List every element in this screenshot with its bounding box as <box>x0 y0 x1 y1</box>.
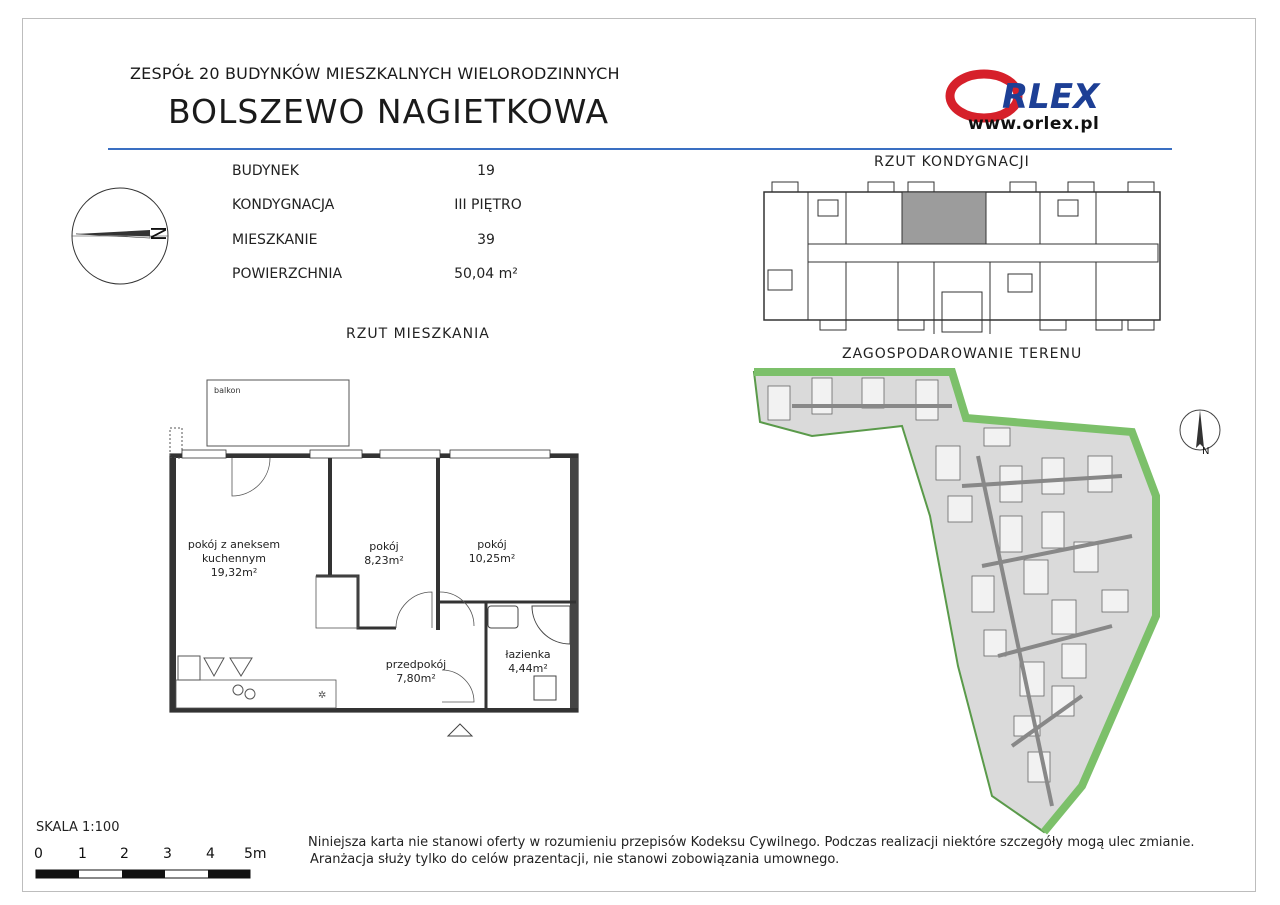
info-value-area: 50,04 m² <box>454 266 518 282</box>
header-divider <box>108 148 1172 150</box>
info-label-area: POWIERZCHNIA <box>232 266 343 282</box>
room-hallway <box>376 658 456 686</box>
scale-tick-1: 1 <box>78 846 87 862</box>
site-compass-north-icon <box>1178 402 1222 456</box>
logo-url: www.orlex.pl <box>968 114 1100 134</box>
info-label-apartment: MIESZKANIE <box>232 232 318 248</box>
info-value-building: 19 <box>477 163 495 179</box>
room-bedroom-1 <box>344 540 424 568</box>
room-living-kitchen <box>184 538 284 580</box>
logo-wordmark: RLEX <box>1002 77 1100 117</box>
info-label-floor: KONDYGNACJA <box>232 197 335 213</box>
room-bathroom-area: 4,44m² <box>508 662 548 675</box>
room-living-kitchen-name: pokój z aneksem <box>187 538 281 551</box>
caption-site-plan: ZAGOSPODAROWANIE TERENU <box>842 346 1083 362</box>
info-label-building: BUDYNEK <box>232 163 299 179</box>
scale-tick-0: 0 <box>34 846 43 862</box>
compass-north-icon <box>66 182 176 292</box>
scale-tick-5: 5m <box>244 846 267 862</box>
project-subtitle: ZESPÓŁ 20 BUDYNKÓW MIESZKALNYCH WIELORODZINNYCH <box>130 64 620 83</box>
site-plan-map <box>752 366 1172 836</box>
scale-tick-2: 2 <box>120 846 129 862</box>
room-hallway-area: 7,80m² <box>396 672 436 685</box>
room-bathroom <box>488 648 568 676</box>
disclaimer-line-1: Niniejsza karta nie stanowi oferty w rozumieniu przepisów Kodeksu Cywilnego. Podczas realizacji niektóre szczegóły mogą ulec zmianie. <box>308 835 1195 850</box>
compass-letter: N <box>146 226 170 241</box>
room-hallway-name: przedpokój <box>385 658 447 671</box>
room-bedroom-2-name: pokój <box>477 538 507 551</box>
room-bedroom-2-area: 10,25m² <box>468 552 516 565</box>
svg-text:✲: ✲ <box>318 690 327 701</box>
site-compass-letter: N <box>1202 446 1210 457</box>
scale-tick-4: 4 <box>206 846 215 862</box>
room-bedroom-1-area: 8,23m² <box>364 554 404 567</box>
info-value-apartment: 39 <box>477 232 495 248</box>
scale-tick-3: 3 <box>163 846 172 862</box>
room-living-kitchen-name2: kuchennym <box>202 552 266 565</box>
disclaimer-line-2: Aranżacja służy tylko do celów prazentacji, nie stanowi zobowiązania umownego. <box>310 852 840 867</box>
balcony-label: balkon <box>214 386 241 395</box>
room-bathroom-name: łazienka <box>505 648 551 661</box>
project-title: BOLSZEWO NAGIETKOWA <box>168 92 610 131</box>
room-bedroom-1-name: pokój <box>369 540 399 553</box>
caption-floor-plan: RZUT KONDYGNACJI <box>874 154 1030 170</box>
room-living-kitchen-area: 19,32m² <box>210 566 258 579</box>
scale-title: SKALA 1:100 <box>36 820 120 835</box>
info-value-floor: III PIĘTRO <box>454 197 522 213</box>
building-floor-plan <box>758 174 1168 334</box>
scale-bar <box>36 866 266 886</box>
caption-apartment-plan: RZUT MIESZKANIA <box>346 326 490 342</box>
room-bedroom-2 <box>452 538 532 566</box>
